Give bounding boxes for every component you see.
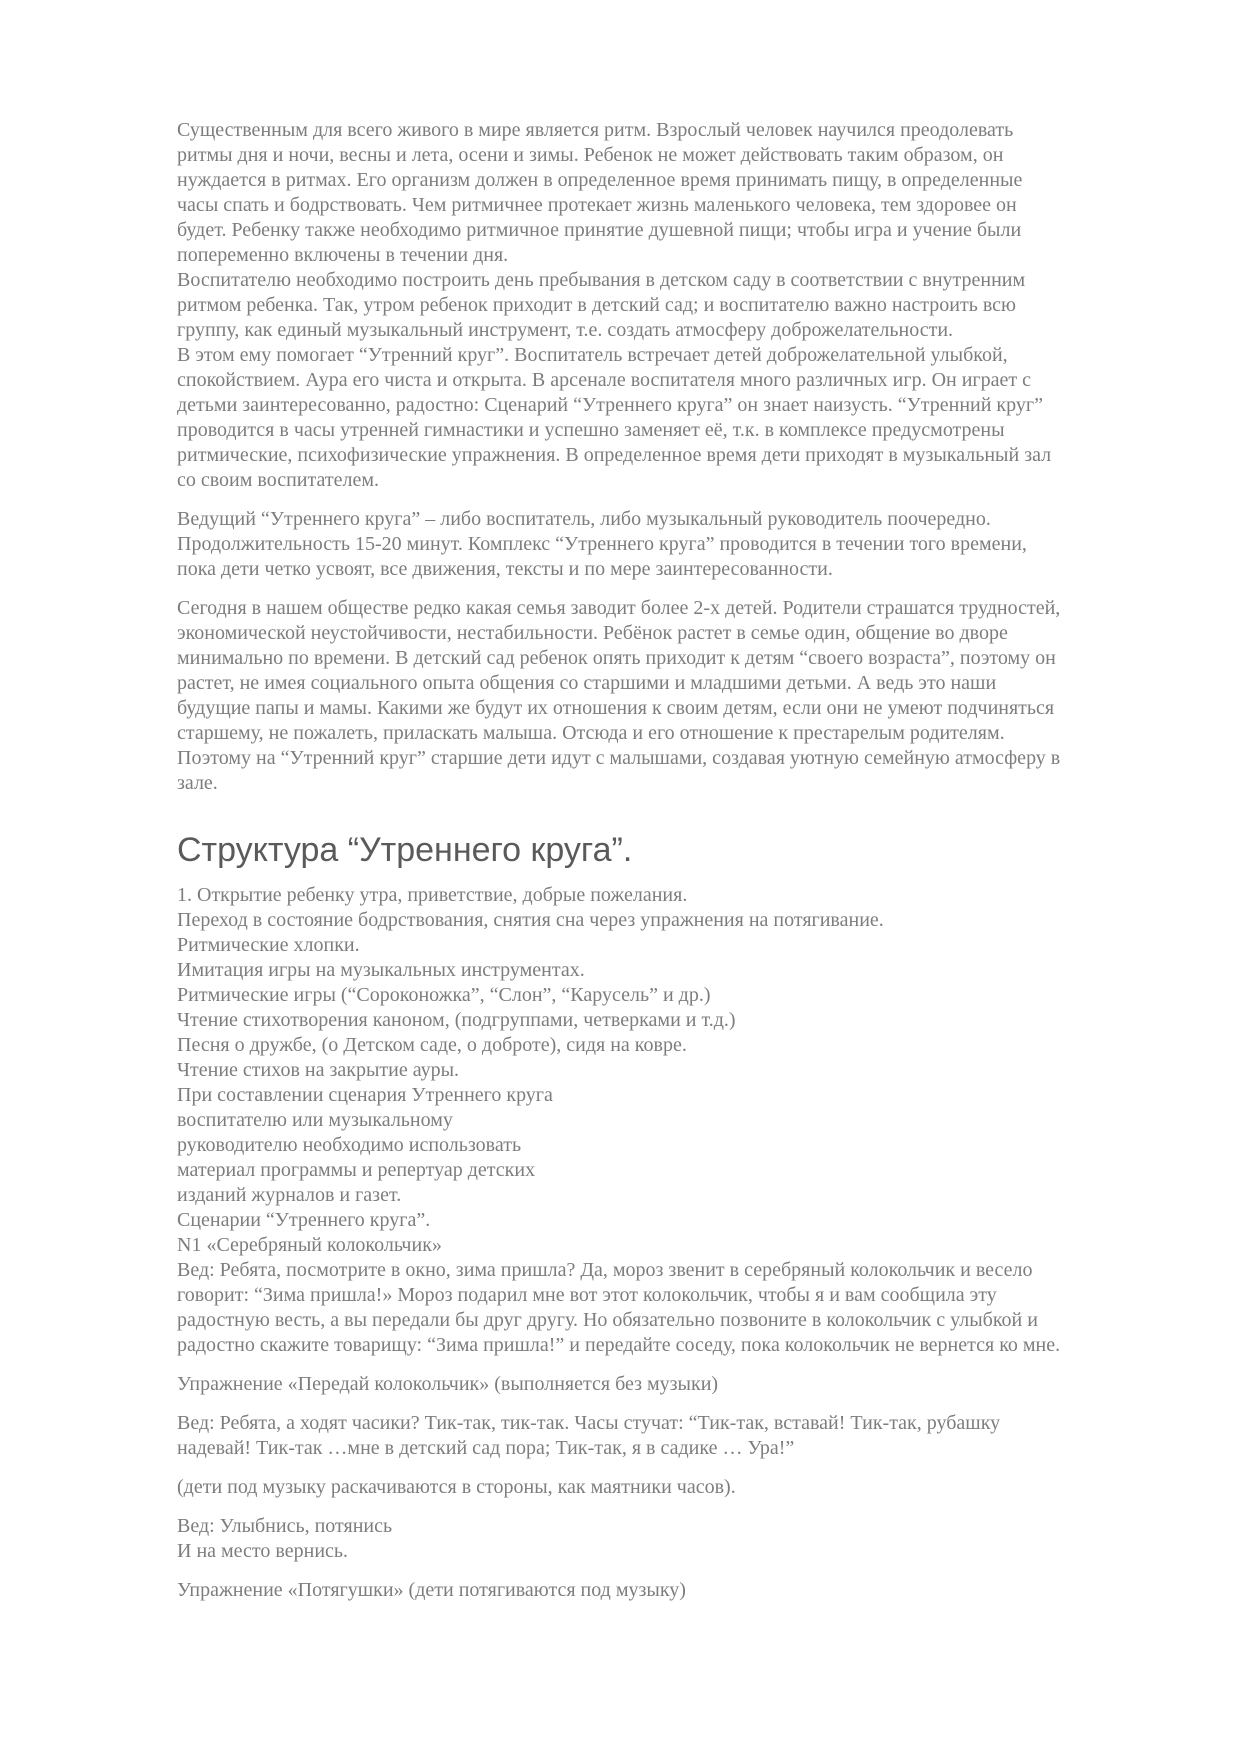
- text-line: Упражнение «Потягушки» (дети потягиваются под музыку): [177, 1579, 686, 1601]
- text-line: детьми заинтересованно, радостно: Сценарий “Утреннего круга” он знает наизусть. “Утренний круг”: [177, 394, 1043, 416]
- text-line: Вед: Улыбнись, потянись: [177, 1515, 393, 1537]
- text-line: нуждается в ритмах. Его организм должен в определенное время принимать пищу, в определенные: [177, 169, 1023, 191]
- text-line: Упражнение «Передай колокольчик» (выполняется без музыки): [177, 1373, 719, 1395]
- text-line: Воспитателю необходимо построить день пребывания в детском саду в соответствии с внутренним: [177, 269, 1026, 291]
- scenario-title: N1 «Серебряный колокольчик»: [177, 1234, 442, 1256]
- text-line: Существенным для всего живого в мире является ритм. Взрослый человек научился преодолевать: [177, 119, 1014, 141]
- text-line: Поэтому на “Утренний круг” старшие дети идут с малышами, создавая уютную семейную атмосферу в: [177, 747, 1061, 769]
- list-item: Переход в состояние бодрствования, снятия сна через упражнения на потягивание.: [177, 909, 884, 931]
- section-heading: Структура “Утреннего круга”.: [177, 831, 633, 869]
- text-line: пока дети четко усвоят, все движения, тексты и по мере заинтересованности.: [177, 558, 833, 580]
- structure-list: [177, 883, 1162, 1358]
- scenarios-title: Сценарии “Утреннего круга”.: [177, 1209, 431, 1231]
- list-item: Ритмические хлопки.: [177, 934, 360, 956]
- text-line: (дети под музыку раскачиваются в стороны, как маятники часов).: [177, 1476, 736, 1498]
- intro-paragraph-1: [177, 118, 1162, 493]
- list-item: Чтение стихов на закрытие ауры.: [177, 1059, 460, 1081]
- text-line: Сегодня в нашем обществе редко какая семья заводит более 2-х детей. Родители страшатся трудностей,: [177, 597, 1061, 619]
- text-line: ритмы дня и ночи, весны и лета, осени и зимы. Ребенок не может действовать таким образом, он: [177, 144, 1004, 166]
- text-line: Вед: Ребята, а ходят часики? Тик-так, тик-так. Часы стучат: “Тик-так, вставай! Тик-так, рубашку: [177, 1412, 1001, 1434]
- text-line: будет. Ребенку также необходимо ритмичное принятие душевной пищи; чтобы игра и учение были: [177, 219, 1022, 241]
- exercise-1: [177, 1372, 1162, 1397]
- text-line: группу, как единый музыкальный инструмент, т.е. создать атмосферу доброжелательности.: [177, 319, 954, 341]
- text-line: зале.: [177, 772, 218, 794]
- text-line: Вед: Ребята, посмотрите в окно, зима пришла? Да, мороз звенит в серебряный колокольчик и весело: [177, 1259, 1033, 1281]
- list-item: 1. Открытие ребенку утра, приветствие, добрые пожелания.: [177, 884, 688, 906]
- leader-lines-3: [177, 1514, 1162, 1564]
- list-item: Ритмические игры (“Сороконожка”, “Слон”, “Карусель” и др.): [177, 984, 711, 1006]
- text-line: ритмом ребенка. Так, утром ребенок приходит в детский сад; и воспитателю важно настроить всю: [177, 294, 1016, 316]
- text-line: экономической неустойчивости, нестабильности. Ребёнок растет в семье один, общение во дворе: [177, 622, 1008, 644]
- text-line: со своим воспитателем.: [177, 469, 379, 491]
- text-line: растет, не имея социального опыта общения со старшими и младшими детьми. А ведь это наши: [177, 672, 997, 694]
- intro-paragraph-3: [177, 596, 1162, 796]
- text-line: надевай! Тик-так …мне в детский сад пора; Тик-так, я в садике … Ура!”: [177, 1437, 795, 1459]
- text-line: попеременно включены в течении дня.: [177, 244, 509, 266]
- text-line: старшему, не пожалеть, приласкать малыша. Отсюда и его отношение к престарелым родителям.: [177, 722, 1005, 744]
- text-line: будущие папы и мамы. Какими же будут их отношения к своим детям, если они не умеют подчиняться: [177, 697, 1055, 719]
- intro-paragraph-2: [177, 507, 1162, 582]
- text-line: радостную весть, а вы передали бы друг другу. Но обязательно позвоните в колокольчик с улыбкой и: [177, 1309, 1038, 1331]
- text-line: И на место вернись.: [177, 1540, 349, 1562]
- text-line: минимально по времени. В детский сад ребенок опять приходит к детям “своего возраста”, поэтому он: [177, 647, 1056, 669]
- text-line: В этом ему помогает “Утренний круг”. Воспитатель встречает детей доброжелательной улыбкой,: [177, 344, 1008, 366]
- text-line: говорит: “Зима пришла!» Мороз подарил мне вот этот колокольчик, чтобы я и вам сообщила эту: [177, 1284, 997, 1306]
- exercise-2: [177, 1578, 1162, 1603]
- text-line: воспитателю или музыкальному: [177, 1109, 453, 1131]
- text-line: радостно скажите товарищу: “Зима пришла!” и передайте соседу, пока колокольчик не вернется ко мне.: [177, 1334, 1061, 1356]
- text-line: изданий журналов и газет.: [177, 1184, 402, 1206]
- text-line: Продолжительность 15-20 минут. Комплекс “Утреннего круга” проводится в течении того времени,: [177, 533, 1027, 555]
- text-line: руководителю необходимо использовать: [177, 1134, 522, 1156]
- text-line: спокойствием. Аура его чиста и открыта. В арсенале воспитателя много различных игр. Он играет с: [177, 369, 1031, 391]
- text-line: материал программы и репертуар детских: [177, 1159, 536, 1181]
- list-item: Песня о дружбе, (о Детском саде, о доброте), сидя на ковре.: [177, 1034, 687, 1056]
- list-item: Имитация игры на музыкальных инструментах.: [177, 959, 585, 981]
- leader-lines-2: [177, 1411, 1162, 1461]
- list-item: Чтение стихотворения каноном, (подгруппами, четверками и т.д.): [177, 1009, 736, 1031]
- text-line: ритмические, психофизические упражнения. В определенное время дети приходят в музыкальный зал: [177, 444, 1052, 466]
- text-line: проводится в часы утренней гимнастики и успешно заменяет её, т.к. в комплексе предусмотрены: [177, 419, 1005, 441]
- text-line: При составлении сценария Утреннего круга: [177, 1084, 553, 1106]
- text-line: часы спать и бодрствовать. Чем ритмичнее протекает жизнь маленького человека, тем здоровее он: [177, 194, 1017, 216]
- stage-note: [177, 1475, 1162, 1500]
- text-line: Ведущий “Утреннего круга” – либо воспитатель, либо музыкальный руководитель поочередно.: [177, 508, 991, 530]
- document-page: [177, 118, 1162, 1603]
